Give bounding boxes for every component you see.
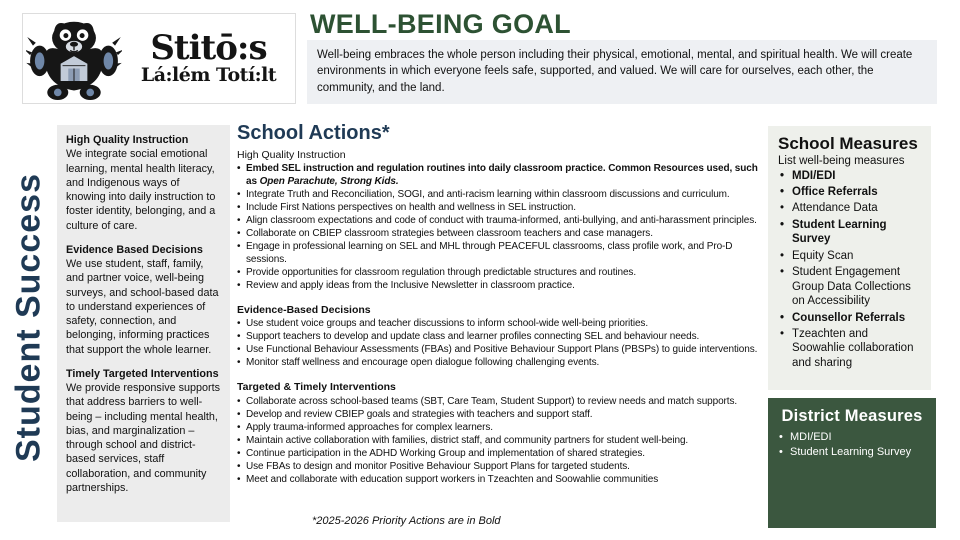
logo-wordmark [122,27,295,87]
action-item: • Use student voice groups and teacher discussions to inform school-wide well-being priorities. [237,317,765,330]
action-item: • Support teachers to develop and update class and learner profiles connecting SEL and behaviour needs. [237,330,765,343]
action-item: • Monitor staff wellness and encourage open dialogue following challenging events. [237,356,765,369]
school-actions-column [237,122,765,486]
action-section-heading: Evidence-Based Decisions [237,304,371,317]
school-measure-item: • Equity Scan [778,249,921,264]
bear-logo-icon [26,17,122,101]
priority-actions-footnote: *2025-2026 Priority Actions are in Bold [312,515,501,527]
action-section-heading: Targeted & Timely Interventions [237,381,396,394]
action-item: • Collaborate across school-based teams (SBT, Care Team, Student Support) to review needs and match supports. [237,395,765,408]
district-measures-panel [768,398,936,528]
action-item-list [237,317,765,369]
pillar-block [66,243,221,357]
action-item: • Meet and collaborate with education support workers in Tzeachten and Soowahlie communities [237,473,765,486]
school-measure-item: • Counsellor Referrals [778,311,921,326]
action-item: • Provide opportunities for classroom regulation through predictable structures and routines. [237,266,765,279]
school-measures-list [778,169,921,371]
school-measure-item: • Office Referrals [778,185,921,200]
action-item: • Use FBAs to design and monitor Positive Behaviour Support Plans for targeted students. [237,460,765,473]
school-measure-item: • MDI/EDI [778,169,921,184]
pillar-block [66,367,221,495]
district-measure-item: • MDI/EDI [776,430,928,445]
action-item-list [237,162,765,292]
logo-subtitle: Lá:lém Totí:lt [140,63,277,86]
action-item: • Use Functional Behaviour Assessments (FBAs) and Positive Behaviour Support Plans (PBSPs) to guide interventions. [237,343,765,356]
school-measures-title: School Measures [778,134,918,153]
pillar-title: High Quality Instruction [66,134,189,146]
goal-description: Well-being embraces the whole person including their physical, emotional, mental, and spiritual health. We will create environments in which everyone feels safe, supported, and valued. We will care for ourselves, each other, the community, and the land. [307,40,937,104]
logo-title: Stitō:s [150,27,267,68]
action-item-italic: Open Parachute, Strong Kids. [259,176,399,188]
action-section [237,380,765,485]
school-measure-item: • Student Engagement Group Data Collections on Accessibility [778,265,921,309]
school-logo [22,13,296,104]
action-item: • Collaborate on CBIEP classroom strategies between classroom teachers and case managers. [237,227,765,240]
school-measure-item: • Attendance Data [778,201,921,216]
action-section [237,148,765,292]
action-item: • Integrate Truth and Reconciliation, SOGI, and anti-racism learning within classroom discussions and curriculum. [237,188,765,201]
school-measures-intro: List well-being measures [778,155,905,168]
action-item: • Engage in professional learning on SEL and MHL through PEACEFUL classrooms, class profile work, and Pro-D sessions. [237,240,765,266]
action-item: • Develop and review CBIEP goals and strategies with teachers and support staff. [237,408,765,421]
action-item: • Embed SEL instruction and regulation routines into daily classroom practice. Common Resources used, such as Open Parachute, Strong Kids. [237,162,765,188]
action-item: • Review and apply ideas from the Inclusive Newsletter in classroom practice. [237,279,765,292]
pillars-panel [57,125,230,522]
school-measures-panel [768,126,931,390]
action-item: • Align classroom expectations and code of conduct with trauma-informed, anti-bullying, and anti-harassment principles. [237,214,765,227]
pillar-body: We integrate social emotional learning, mental health literacy, and Indigenous ways of knowing into daily instruction to foster identity, belonging, and a culture of care. [66,148,216,232]
district-measure-item: • Student Learning Survey [776,445,928,460]
action-item: • Apply trauma-informed approaches for complex learners. [237,421,765,434]
action-section [237,303,765,369]
pillar-body: We use student, staff, family, and partner voice, well-being surveys, and school-based data to understand experiences of safety, connection, and belonging, informing practices that support the whole learner. [66,258,219,356]
action-item: • Maintain active collaboration with families, district staff, and community partners for student well-being. [237,434,765,447]
school-actions-title: School Actions* [237,122,390,144]
pillar-block [66,133,221,233]
district-measures-title: District Measures [781,407,923,425]
action-item: • Continue participation in the ADHD Working Group and implementation of shared strategies. [237,447,765,460]
student-success-label: Student Success [9,173,48,463]
action-section-heading: High Quality Instruction [237,149,346,161]
school-measure-item: • Tzeachten and Soowahlie collaboration and sharing [778,327,921,371]
page-title: WELL-BEING GOAL [310,9,571,39]
action-item-list [237,395,765,486]
pillar-body: We provide responsive supports that address barriers to well-being – including mental health, bias, and marginalization – through school and district-based services, staff collaboration, and community partnerships. [66,382,221,494]
school-measure-item: • Student Learning Survey [778,218,921,247]
district-measures-list [776,430,928,461]
action-item: • Include First Nations perspectives on health and wellness in SEL instruction. [237,201,765,214]
pillar-title: Evidence Based Decisions [66,243,203,256]
pillar-title: Timely Targeted Interventions [66,367,219,380]
action-sections [237,148,765,486]
